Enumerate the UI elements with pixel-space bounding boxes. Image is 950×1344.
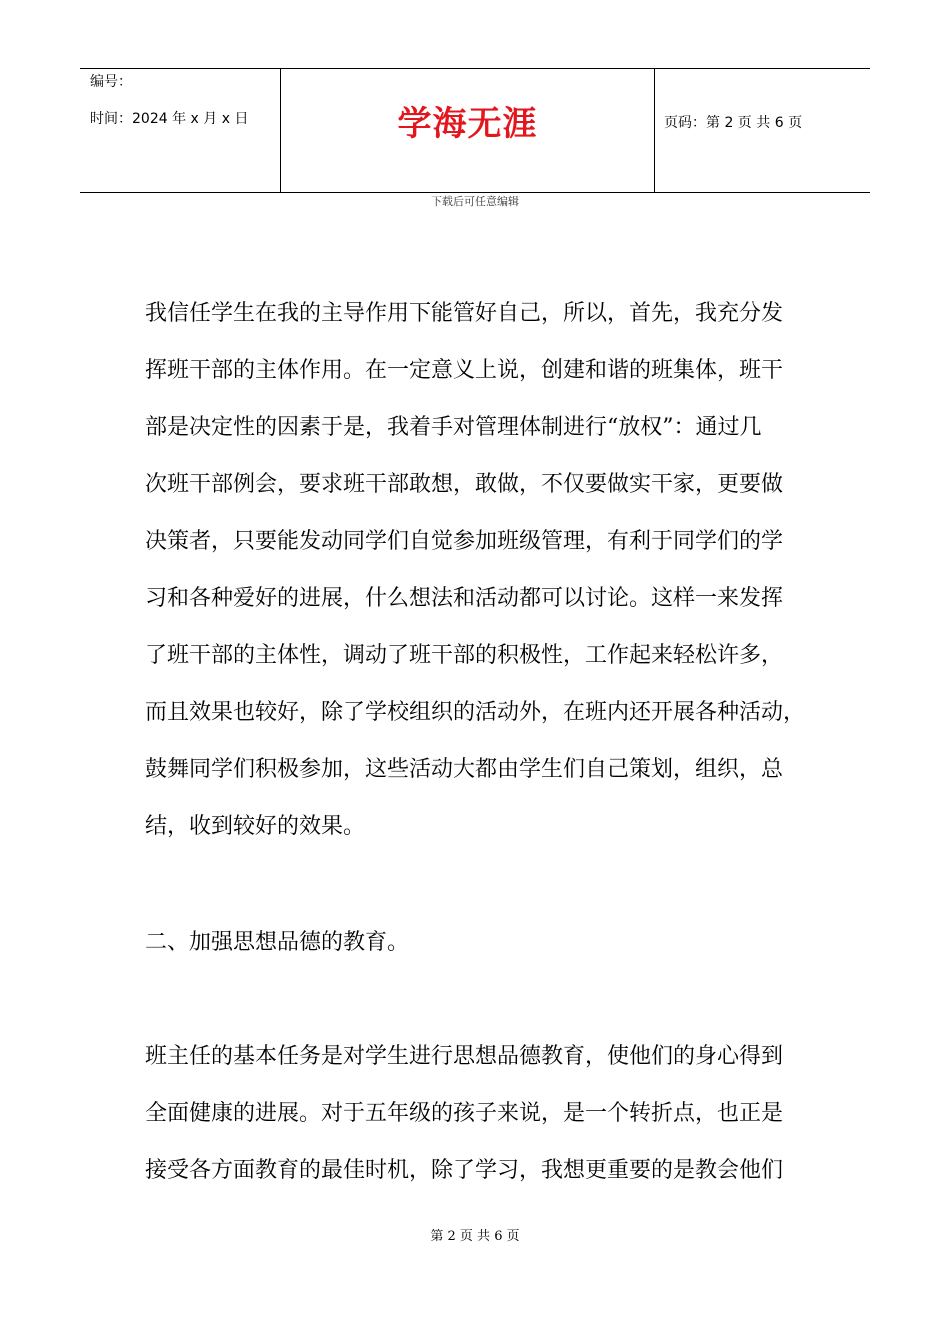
- footer-page-number: 第 2 页 共 6 页: [430, 1229, 520, 1244]
- paragraph-1: [145, 285, 825, 855]
- doc-time: 时间：2024 年 x 月 x 日: [90, 111, 249, 127]
- paragraph-line: 了班干部的主体性，调动了班干部的积极性，工作起来轻松许多，: [145, 643, 784, 668]
- document-header: [80, 68, 870, 193]
- brand-title: 学海无涯: [397, 104, 538, 144]
- section-heading: [145, 914, 825, 971]
- download-note: 下载后可任意编辑: [431, 195, 519, 208]
- section-heading-text: 二、加强思想品德的教育。: [145, 930, 410, 955]
- paragraph-line: 次班干部例会，要求班干部敢想，敢做，不仅要做实干家，更要做: [145, 472, 784, 497]
- header-left-cell: [80, 69, 281, 192]
- paragraph-line: 我信任学生在我的主导作用下能管好自己，所以，首先，我充分发: [145, 301, 784, 326]
- header-middle-cell: [281, 69, 655, 192]
- doc-number-label: 编号：: [90, 74, 132, 90]
- page-code: 页码：第 2 页 共 6 页: [664, 115, 803, 131]
- paragraph-2: [145, 1028, 825, 1199]
- paragraph-line: 部是决定性的因素于是，我着手对管理体制进行“放权”：通过几: [145, 415, 762, 440]
- paragraph-line: 全面健康的进展。对于五年级的孩子来说，是一个转折点，也正是: [145, 1101, 784, 1126]
- paragraph-line: 班主任的基本任务是对学生进行思想品德教育，使他们的身心得到: [145, 1044, 784, 1069]
- paragraph-line: 鼓舞同学们积极参加，这些活动大都由学生们自己策划，组织，总: [145, 757, 784, 782]
- paragraph-line: 决策者，只要能发动同学们自觉参加班级管理，有利于同学们的学: [145, 529, 784, 554]
- paragraph-line: 而且效果也较好，除了学校组织的活动外，在班内还开展各种活动，: [145, 700, 806, 725]
- paragraph-line: 接受各方面教育的最佳时机，除了学习，我想更重要的是教会他们: [145, 1158, 784, 1183]
- paragraph-line: 挥班干部的主体作用。在一定意义上说，创建和谐的班集体，班干: [145, 358, 784, 383]
- paragraph-line: 结，收到较好的效果。: [145, 814, 366, 839]
- paragraph-line: 习和各种爱好的进展，什么想法和活动都可以讨论。这样一来发挥: [145, 586, 784, 611]
- header-right-cell: [655, 69, 870, 192]
